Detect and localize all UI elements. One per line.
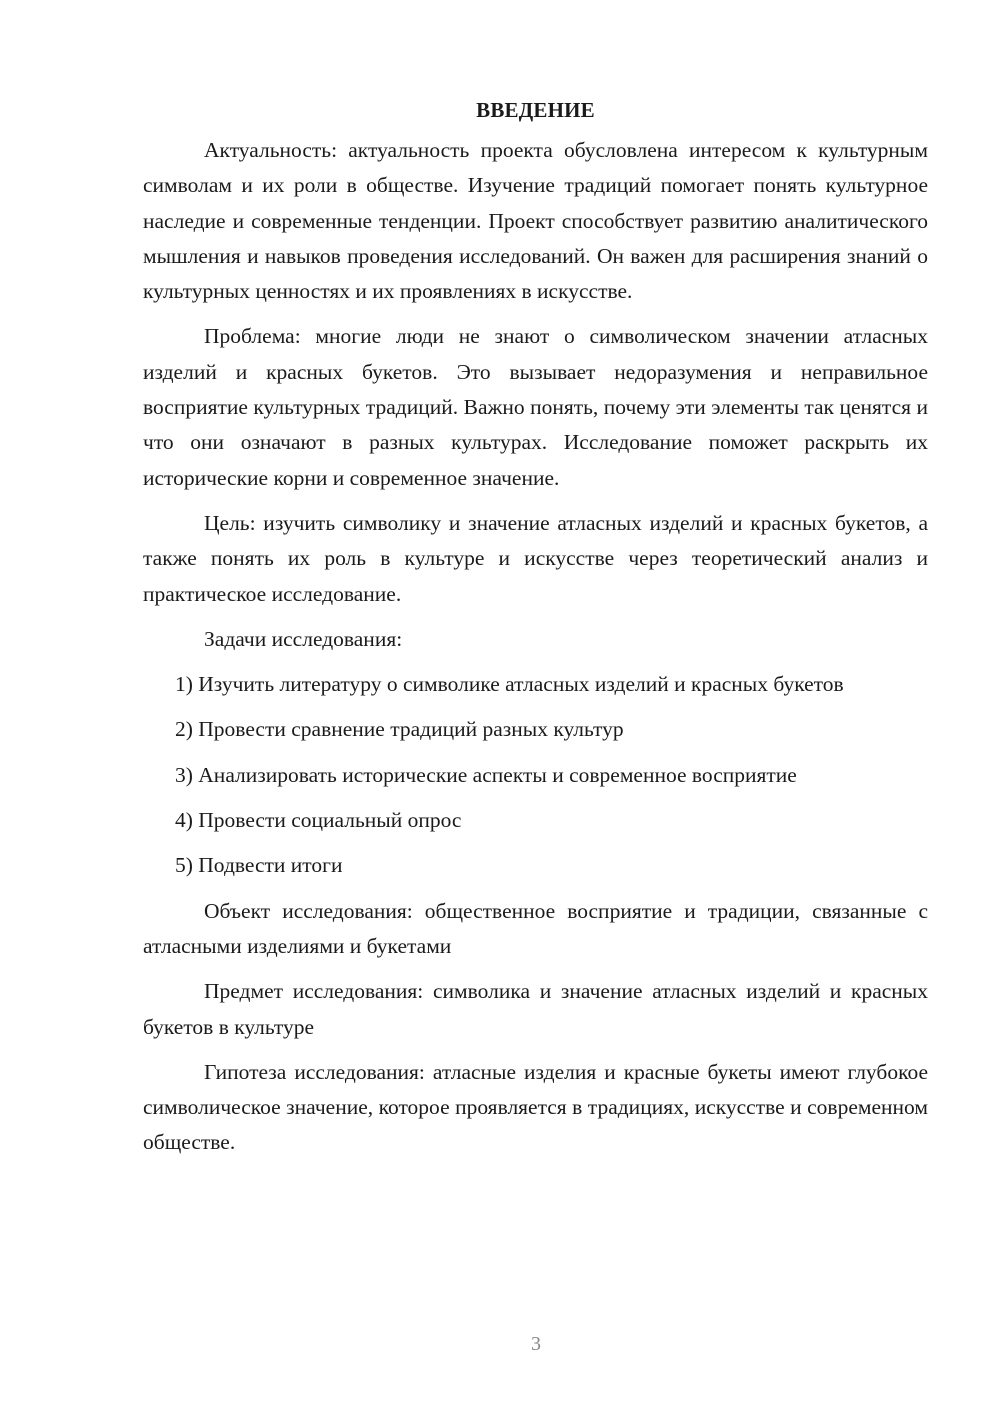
task-item: 3) Анализировать исторические аспекты и современное восприятие [175, 762, 797, 787]
subject-paragraph: Предмет исследования: символика и значение атласных изделий и красных букетов в культуре [143, 979, 928, 1039]
section-heading: ВВЕДЕНИЕ [476, 98, 595, 122]
tasks-list [143, 667, 928, 883]
relevance-paragraph: Актуальность: актуальность проекта обусловлена интересом к культурным символам и их роли в обществе. Изучение традиций помогает понять культурное наследие и современные тенденции. Проект способствует развитию аналитического мышления и навыков проведения исследований. Он важен для расширения знаний о культурных ценностях и их проявлениях в искусстве. [143, 138, 928, 304]
object-paragraph: Объект исследования: общественное восприятие и традиции, связанные с атласными изделиями и букетами [143, 898, 928, 958]
goal-paragraph: Цель: изучить символику и значение атласных изделий и красных букетов, а также понять их роль в культуре и искусстве через теоретический анализ и практическое исследование. [143, 510, 928, 606]
task-item: 4) Провести социальный опрос [175, 808, 462, 833]
task-item: 5) Подвести итоги [175, 853, 343, 878]
document-page [143, 96, 928, 1171]
tasks-heading: Задачи исследования: [204, 626, 403, 651]
page-number: 3 [531, 1333, 541, 1355]
task-item: 2) Провести сравнение традиций разных культур [175, 717, 624, 742]
hypothesis-paragraph: Гипотеза исследования: атласные изделия и красные букеты имеют глубокое символическое значение, которое проявляется в традициях, искусстве и современном обществе. [143, 1059, 928, 1155]
task-item: 1) Изучить литературу о символике атласных изделий и красных букетов [175, 672, 844, 697]
problem-paragraph: Проблема: многие люди не знают о символическом значении атласных изделий и красных букетов. Это вызывает недоразумения и неправильное восприятие культурных традиций. Важно понять, почему эти элементы так ценятся и что они означают в разных культурах. Исследование поможет раскрыть их исторические корни и современное значение. [143, 324, 928, 490]
